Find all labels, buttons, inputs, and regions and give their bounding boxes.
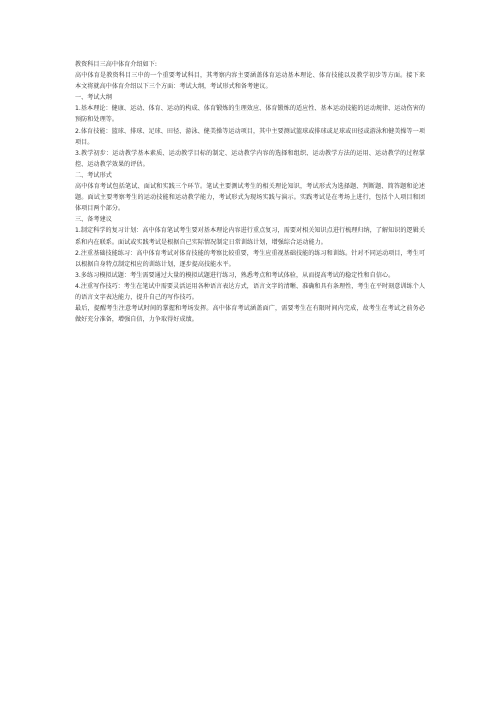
section-heading-advice: 三、备考建议 [75, 216, 112, 224]
format-paragraph: 高中体育考试包括笔试、面试和实践三个环节。笔试主要测试考生的相关理论知识，考试形式为选择题、判断题、简答题和论述题。面试主要考察考生的运动技能和运动教学能力，考试形式为现场实践与演示。实践考试是在考场上进行，包括个人项目和团体项目两个部分。 [75, 183, 425, 213]
advice-item-plan: 1.制定科学的复习计划：高中体育笔试考生要对基本理论内容进行重点复习，需要对相关知识点进行梳理归纳，了解知识的逻辑关系和内在联系。面试或实践考试是根据自己实际情况制定日常训练计划，增强综合运动能力。 [75, 227, 425, 246]
advice-item-practice: 2.注重基础技能练习：高中体育考试对体育技能的考察比较重要，考生应重视基础技能的练习和训练。针对不同运动项目，考生可以根据自身特点制定相应的训练计划，逐步提高技能水平。 [75, 249, 425, 268]
document-body [75, 59, 425, 325]
intro-paragraph: 高中体育是教资科目三中的一个重要考试科目，其考察内容主要涵盖体育运动基本理论、体育技能以及教学初步等方面。接下来本文将就高中体育介绍以下三个方面：考试大纲，考试形式和备考建议。 [75, 72, 425, 91]
intro-title: 教资科目三高中体育介绍如下: [75, 61, 157, 68]
section-heading-outline: 一、考试大纲 [75, 94, 112, 102]
outline-item-theory: 1.基本理论：健康、运动、体育、运动的构成、体育锻炼的生理效应、体育锻炼的适应性、基本运动技能的运动规律、运动伤害的预防和处理等。 [75, 105, 425, 124]
advice-item-writing: 4.注重写作技巧：考生在笔试中需要灵活运用各种语言表达方式，语言文字的清晰、准确和具有条理性，考生在平时刻意训练个人的语言文字表达能力，提升自己的写作技巧。 [75, 282, 425, 301]
closing-paragraph: 最后，提醒考生注意考试时间的掌握和考场发挥。高中体育考试涵盖面广，需要考生在有限时间内完成，故考生在考试之前务必做好充分准备，增强自信，力争取得好成绩。 [75, 305, 425, 324]
outline-item-teaching: 3.教学初步：运动教学基本素质、运动教学目标的制定、运动教学内容的选择和组织、运动教学方法的运用、运动教学的过程掌控、运动教学效果的评估。 [75, 149, 425, 168]
outline-item-skills: 2.体育技能：篮球、排球、足球、田径、游泳、健美操等运动项目，其中主要测试篮球或排球或足球或田径或游泳和健美操等一项项目。 [75, 127, 425, 146]
section-heading-format: 二、考试形式 [75, 171, 112, 179]
advice-item-mock-tests: 3.多练习模拟试题：考生需要通过大量的模拟试题进行练习，熟悉考点和考试体验，从而提高考试的稳定性和自信心。 [75, 271, 395, 279]
